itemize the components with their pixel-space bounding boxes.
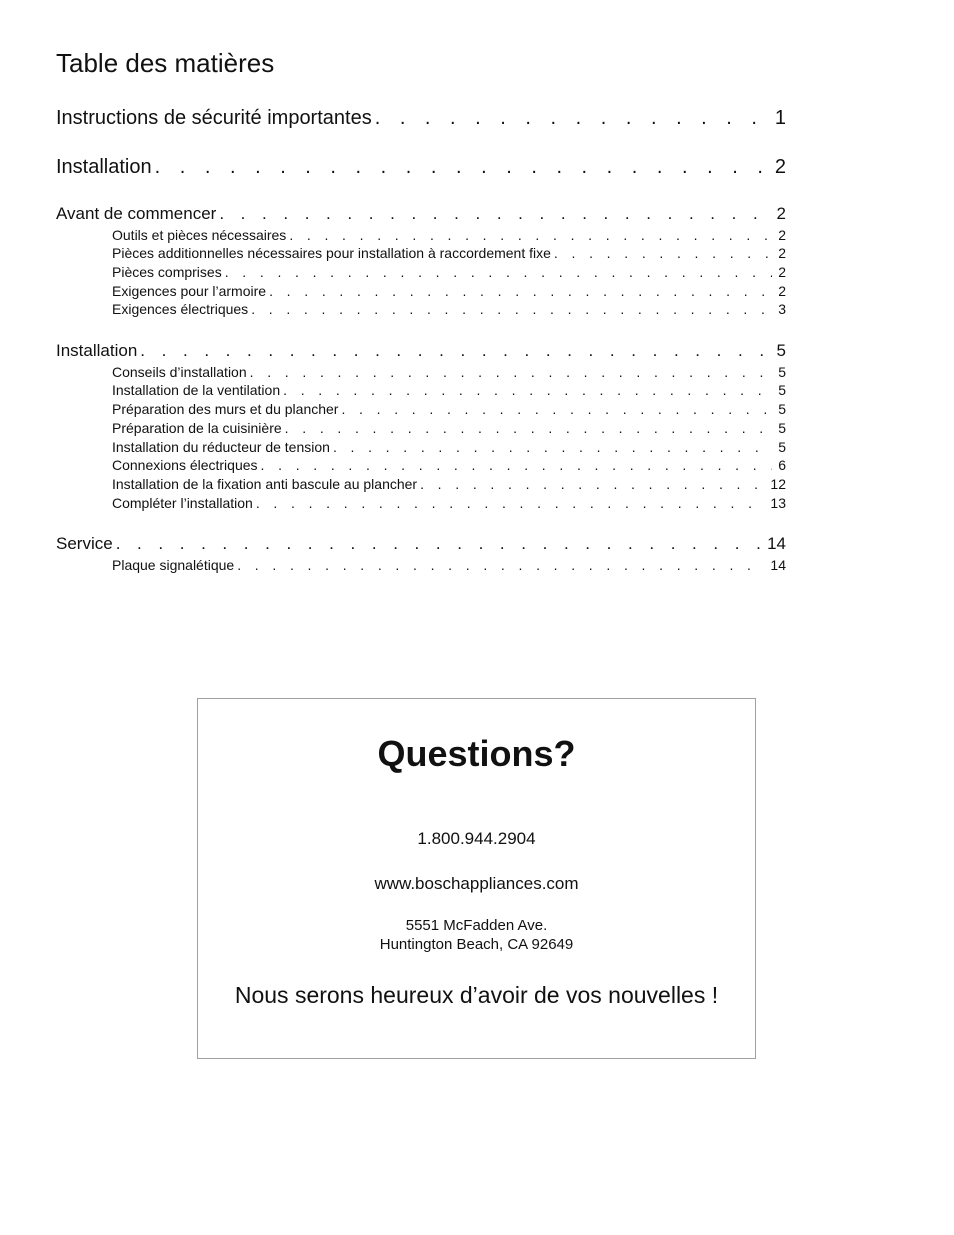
toc-subentry[interactable] [112,476,786,493]
closing-message: Nous serons heureux d’avoir de vos nouvelles ! [234,982,719,1008]
toc-entry-page: 2 [776,204,786,223]
toc-entry-page: 5 [778,439,786,455]
toc-entry-page: 5 [778,420,786,436]
toc-title: Table des matières [56,48,275,78]
toc-entry-page: 5 [776,341,786,360]
toc-entry-label: Conseils d’installation [112,364,247,380]
toc-entry-label: Installation de la ventilation [112,382,281,398]
address-line-2: Huntington Beach, CA 92649 [379,936,574,953]
toc-entry-label: Préparation de la cuisinière [112,420,282,436]
toc-entry-page: 3 [778,301,786,317]
dot-leader [140,341,770,361]
address-line-1: 5551 McFadden Ave. [405,917,548,934]
dot-leader [237,557,764,574]
toc-entry-label: Exigences pour l’armoire [112,283,267,299]
toc-subentry[interactable] [112,557,786,574]
dot-leader [250,364,773,381]
toc-entry-label: Exigences électriques [112,301,249,317]
toc-entry-label: Pièces comprises [112,264,222,280]
toc-entry-label: Installation [56,156,152,178]
toc-entry-label: Connexions électriques [112,457,258,473]
toc-subentry[interactable] [112,439,786,456]
toc-entry-page: 1 [774,107,786,129]
toc-subentry[interactable] [112,245,786,262]
toc-entry[interactable] [56,204,786,224]
questions-box [197,698,756,1059]
toc-subentry[interactable] [112,301,786,318]
dot-leader [289,227,772,244]
toc-subentry[interactable] [112,495,786,512]
toc-entry-page: 5 [778,382,786,398]
dot-leader [283,382,772,399]
toc-subentry[interactable] [112,401,786,418]
toc-entry-page: 5 [778,401,786,417]
toc-entry-page: 13 [770,495,786,511]
toc-subentry[interactable] [112,364,786,381]
toc-entry-label: Installation de la fixation anti bascule au plancher [112,476,418,492]
toc-entry-label: Service [56,534,113,553]
toc-entry-label: Installation du réducteur de tension [112,439,330,455]
toc-entry-label: Pièces additionnelles nécessaires pour installation à raccordement fixe [112,245,551,261]
toc-entry-page: 2 [778,245,786,261]
toc-subentry[interactable] [112,382,786,399]
dot-leader [375,106,769,130]
dot-leader [116,534,761,554]
toc-entry-page: 2 [778,283,786,299]
toc-entry-label: Outils et pièces nécessaires [112,227,287,243]
dot-leader [261,457,773,474]
toc-subentry[interactable] [112,420,786,437]
toc-subentry[interactable] [112,457,786,474]
toc-entry-label: Avant de commencer [56,204,217,223]
toc-entry[interactable] [56,106,786,130]
dot-leader [219,204,770,224]
dot-leader [256,495,765,512]
toc-subentry[interactable] [112,227,786,244]
dot-leader [251,301,772,318]
toc-subentry[interactable] [112,264,786,281]
dot-leader [333,439,772,456]
toc-entry-page: 5 [778,364,786,380]
toc-entry-label: Instructions de sécurité importantes [56,107,372,129]
toc-entry-page: 14 [770,557,786,573]
toc-entry-label: Installation [56,341,138,360]
toc-entry-page: 2 [778,227,786,243]
toc-entry-page: 6 [778,457,786,473]
toc-entry[interactable] [56,155,786,179]
dot-leader [285,420,773,437]
toc-entry-label: Compléter l’installation [112,495,253,511]
dot-leader [420,476,764,493]
questions-title: Questions? [377,733,576,774]
phone-number[interactable]: 1.800.944.2904 [417,829,536,848]
toc-entry-page: 2 [774,156,786,178]
toc-entry[interactable] [56,341,786,361]
dot-leader [225,264,773,281]
toc-entry-page: 12 [770,476,786,492]
toc-entry[interactable] [56,534,786,554]
dot-leader [341,401,772,418]
dot-leader [269,283,772,300]
dot-leader [155,155,769,179]
toc-entry-label: Plaque signalétique [112,557,235,573]
toc-entry-page: 2 [778,264,786,280]
dot-leader [554,245,772,262]
website-link[interactable]: www.boschappliances.com [374,874,579,893]
toc-subentry[interactable] [112,283,786,300]
toc-entry-label: Préparation des murs et du plancher [112,401,339,417]
toc-entry-page: 14 [767,534,786,553]
